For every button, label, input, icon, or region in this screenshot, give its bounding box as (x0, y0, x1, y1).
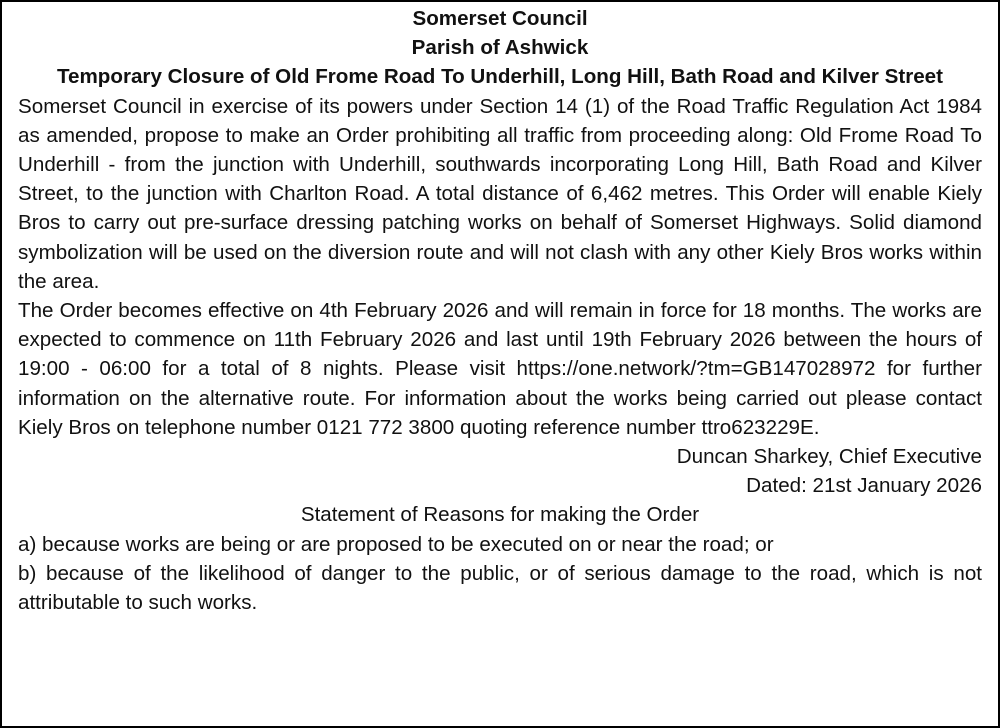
council-name: Somerset Council (412, 7, 588, 30)
order-description-paragraph: Somerset Council in exercise of its powers under Section 14 (1) of the Road Traffic Regulation Act 1984 as amended, propose to make an Order prohibiting all traffic from proceeding along: Old Frome Road To Underhill - from the junction with Underhill, southwards incorporating Long Hill, Bath Road and Kilver Street, to the junction with Charlton Road. A total distance of 6,462 metres. This Order will enable Kiely Bros to carry out pre-surface dressing patching works on behalf of Somerset Highways. Solid diamond symbolization will be used on the diversion route and will not clash with any other Kiely Bros works within the area. (18, 94, 982, 293)
parish-name: Parish of Ashwick (411, 36, 589, 60)
reason-a: a) because works are being or are proposed to be executed on or near the road; or (18, 532, 774, 556)
notice-title: Temporary Closure of Old Frome Road To Underhill, Long Hill, Bath Road and Kilver Street (56, 65, 943, 89)
order-dates-paragraph: The Order becomes effective on 4th February 2026 and will remain in force for 18 months. The works are expected to commence on 11th February 2026 and last until 19th February 2026 between the hours of 19:00 - 06:00 for a total of 8 nights. Please visit https://one.network/?tm=GB147028972 for further information on the alternative route. For information about the works being carried out please contact Kiely Bros on telephone number 0121 772 3800 quoting reference number ttro623229E. (18, 299, 982, 439)
reasons-heading: Statement of Reasons for making the Order (300, 503, 700, 527)
signatory: Duncan Sharkey, Chief Executive (676, 445, 982, 469)
reason-b: b) because of the likelihood of danger to the public, or of serious damage to the road, which is not attributable to such works. (18, 561, 982, 615)
notice-heading (18, 4, 982, 92)
dated-line: Dated: 21st January 2026 (746, 474, 982, 498)
